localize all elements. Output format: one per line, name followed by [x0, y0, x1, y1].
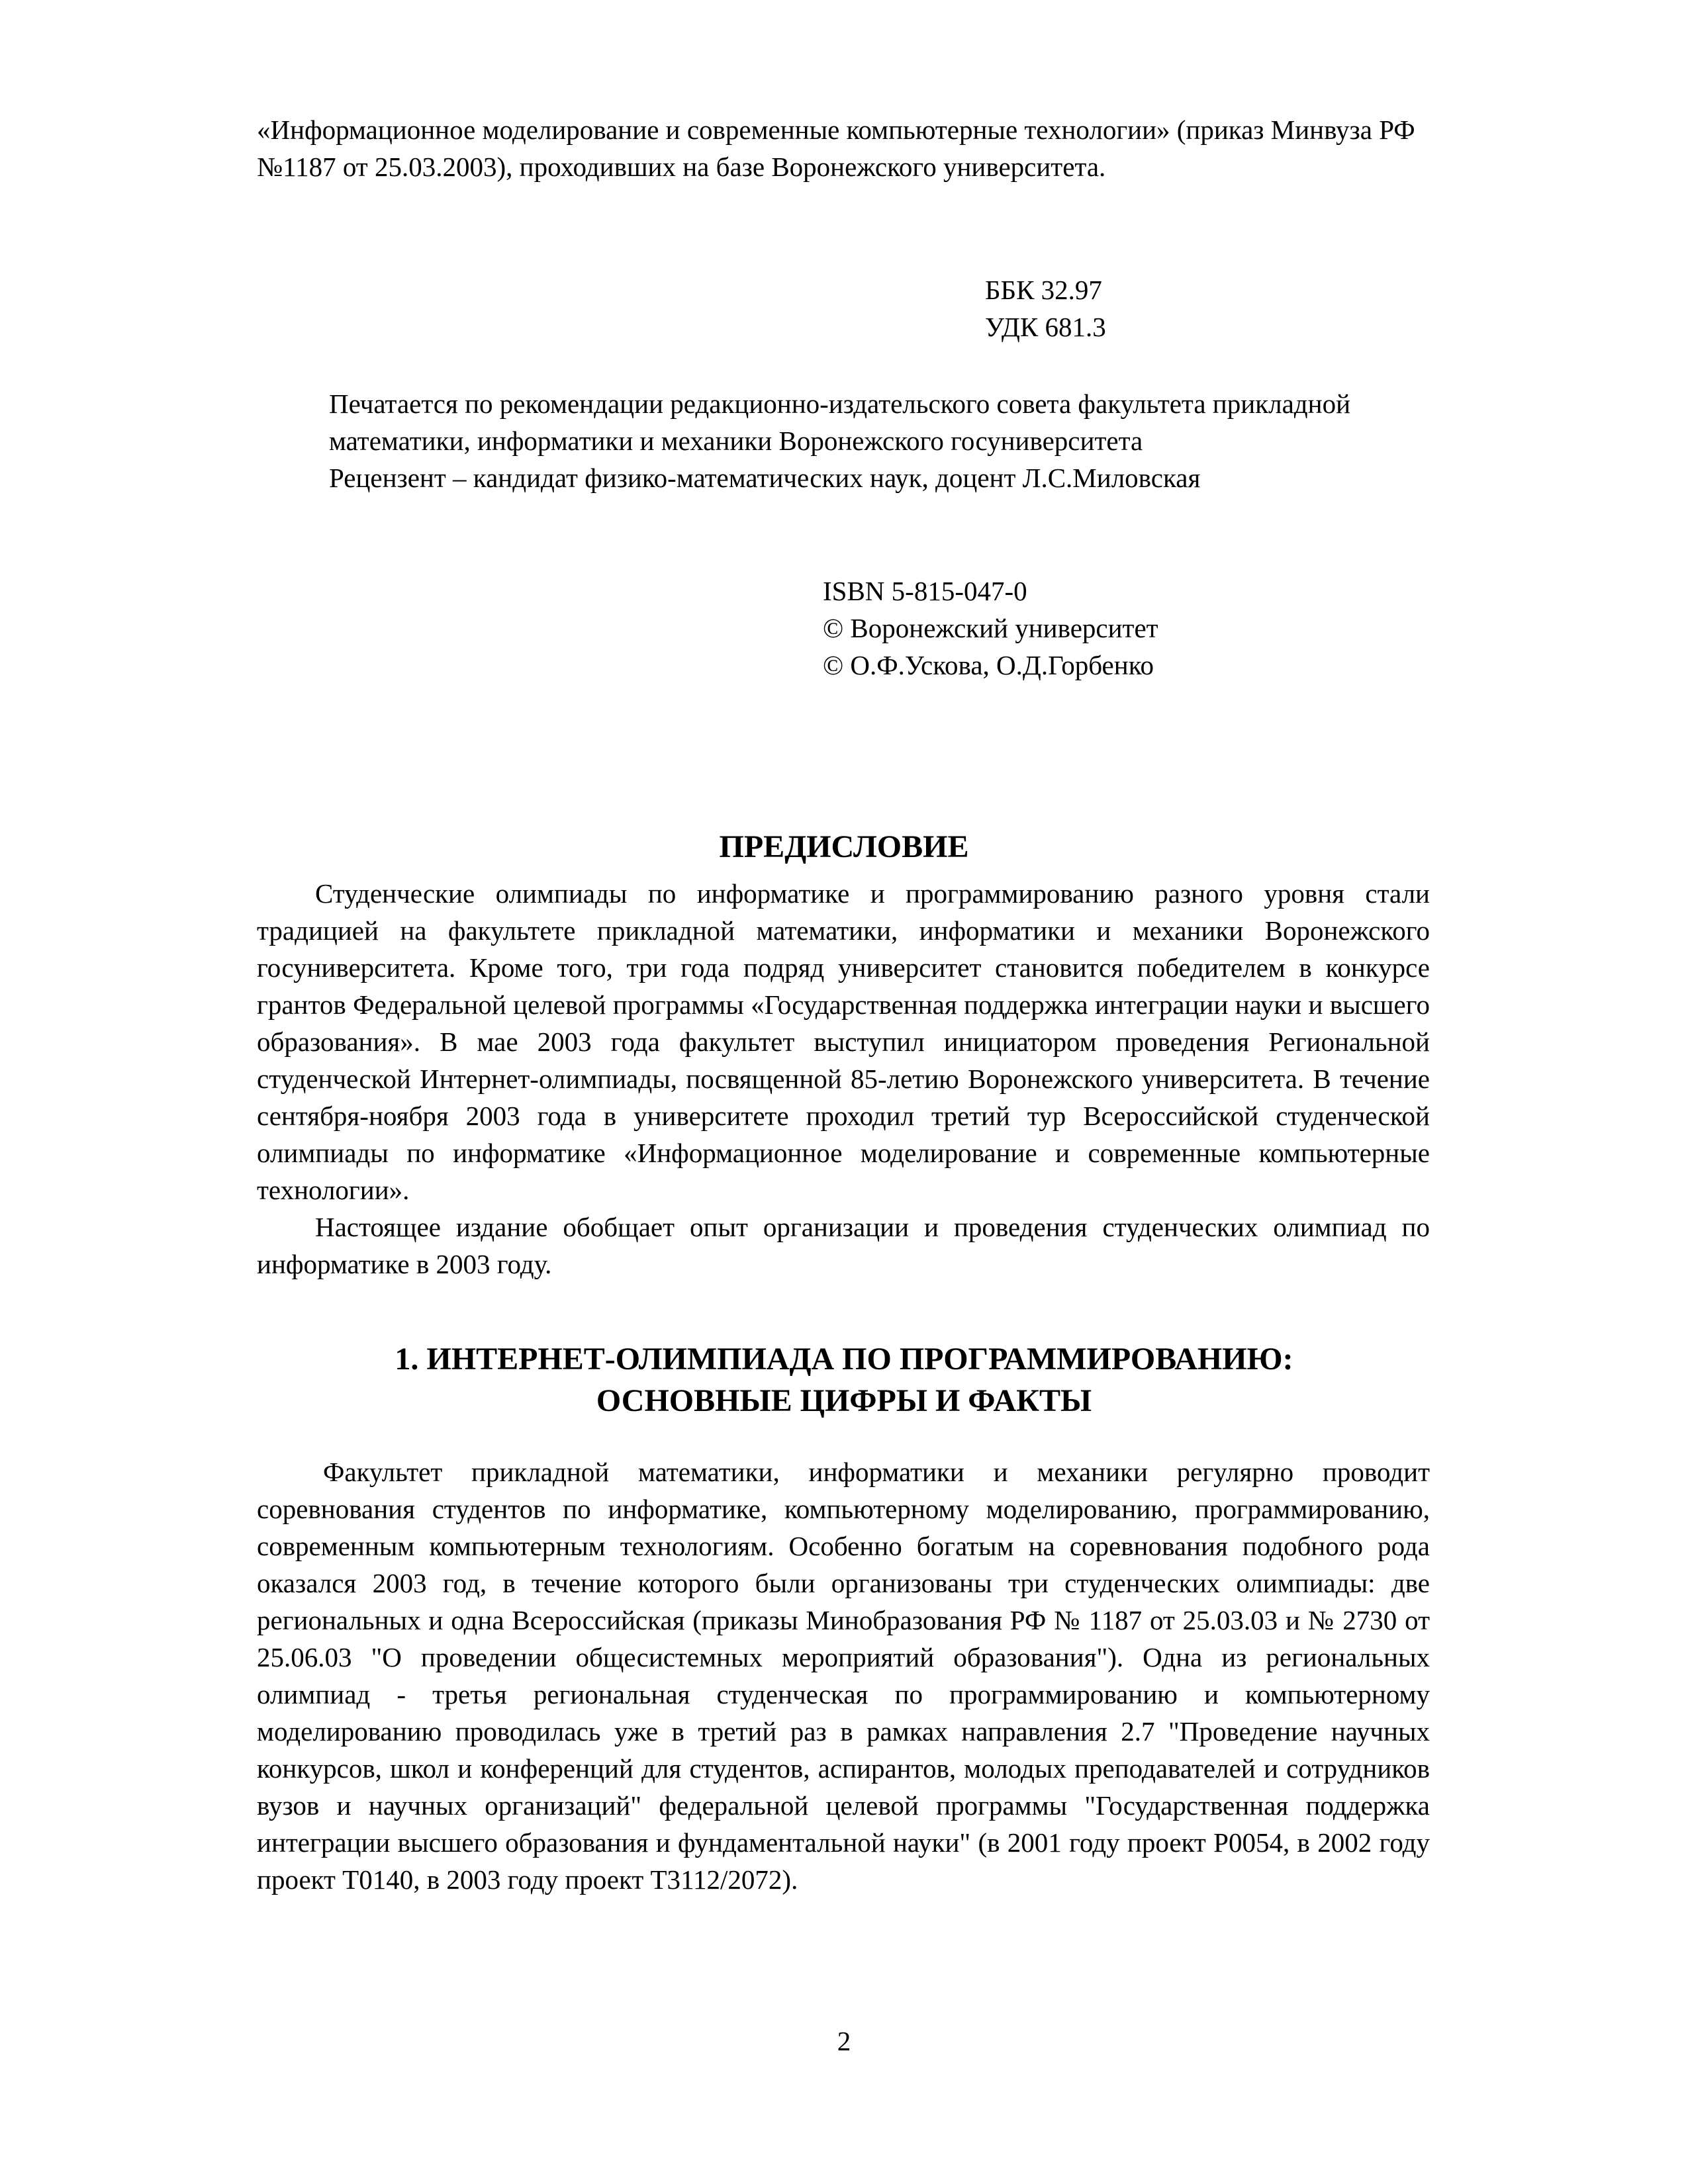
- section-heading: [0, 1338, 1688, 1422]
- bbk-code: ББК 32.97: [985, 275, 1102, 305]
- udk-code: УДК 681.3: [985, 312, 1106, 342]
- publication-recommendation: Печатается по рекомендации редакционно-издательского совета факультета прикладной математики, информатики и механики Воронежского госуниверситета: [329, 388, 1351, 456]
- classification-codes: [985, 271, 1316, 345]
- imprint-block: [329, 385, 1401, 496]
- copyright-block: [823, 572, 1352, 684]
- section-heading-line-2: ОСНОВНЫЕ ЦИФРЫ И ФАКТЫ: [596, 1383, 1092, 1418]
- preface-paragraph-1: Студенческие олимпиады по информатике и программированию разного уровня стали традицией на факультете прикладной математики, информатики и механики Воронежского госуниверситета. Кроме того, три года подряд университет становится победителем в конкурсе грантов Федеральной целевой программы «Государственная поддержка интеграции науки и высшего образования». В мае 2003 года факультет выступил инициатором проведения Региональной студенческой Интернет-олимпиады, посвященной 85-летию Воронежского университета. В течение сентября-ноября 2003 года в университете проходил третий тур Всероссийской студенческой олимпиады по информатике «Информационное моделирование и современные компьютерные технологии».: [257, 878, 1430, 1205]
- section-body: [257, 1453, 1430, 1898]
- copyright-university: © Воронежский университет: [823, 613, 1158, 643]
- intro-paragraph: «Информационное моделирование и современные компьютерные технологии» (приказ Минвуза РФ №1187 от 25.03.2003), проходивших на базе Воронежского университета.: [257, 114, 1415, 182]
- section-heading-line-1: 1. ИНТЕРНЕТ-ОЛИМПИАДА ПО ПРОГРАММИРОВАНИЮ:: [395, 1342, 1293, 1377]
- isbn-line: ISBN 5-815-047-0: [823, 576, 1027, 606]
- preface-heading: ПРЕДИСЛОВИЕ: [719, 829, 969, 864]
- preface-paragraph-2: Настоящее издание обобщает опыт организации и проведения студенческих олимпиад по информатике в 2003 году.: [257, 1212, 1430, 1279]
- reviewer-line: Рецензент – кандидат физико-математических наук, доцент Л.С.Миловская: [329, 463, 1201, 493]
- preface-body: [257, 875, 1430, 1283]
- page-number: 2: [837, 2026, 851, 2056]
- section-paragraph: Факультет прикладной математики, информатики и механики регулярно проводит соревнования студентов по информатике, компьютерному моделированию, программированию, современным компьютерным технологиям. Особенно богатым на соревнования подобного рода оказался 2003 год, в течение которого были организованы три студенческих олимпиады: две региональных и одна Всероссийская (приказы Минобразования РФ № 1187 от 25.03.03 и № 2730 от 25.06.03 "О проведении общесистемных мероприятий образования"). Одна из региональных олимпиад - третья региональная студенческая по программированию и компьютерному моделированию проводилась уже в третий раз в рамках направления 2.7 "Проведение научных конкурсов, школ и конференций для студентов, аспирантов, молодых преподавателей и сотрудников вузов и научных организаций" федеральной целевой программы "Государственная поддержка интеграции высшего образования и фундаментальной науки" (в 2001 году проект Р0054, в 2002 году проект Т0140, в 2003 году проект Т3112/2072).: [257, 1457, 1430, 1895]
- copyright-authors: © О.Ф.Ускова, О.Д.Горбенко: [823, 650, 1154, 680]
